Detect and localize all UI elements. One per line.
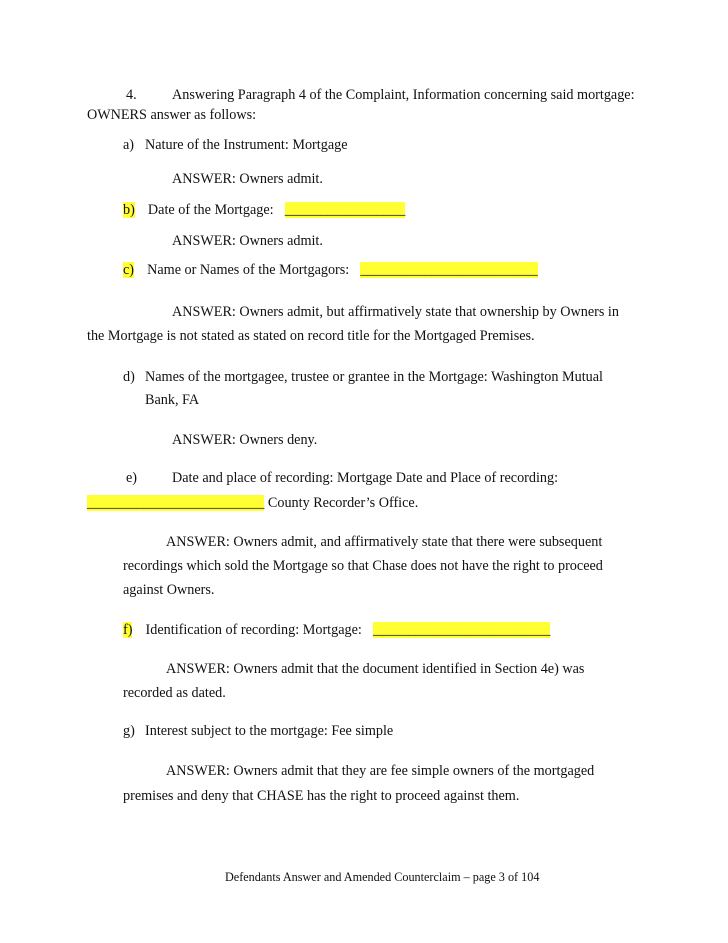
item-b-label: Date of the Mortgage:	[147, 202, 274, 218]
item-d-line2: Bank, FA	[145, 392, 200, 408]
item-e-line2-suffix: County Recorder’s Office.	[264, 495, 419, 511]
item-f-label: Identification of recording: Mortgage:	[145, 622, 362, 638]
item-b-marker: b)	[123, 202, 135, 218]
item-c-marker: c)	[123, 262, 135, 278]
item-f-marker: f)	[123, 622, 133, 638]
item-f-answer-line2: recorded as dated.	[123, 685, 226, 701]
item-e-blank[interactable]: _________________________	[87, 495, 265, 511]
item-c-blank[interactable]: _________________________	[360, 262, 538, 278]
item-e-marker: e)	[126, 470, 138, 486]
item-e-line1: Date and place of recording: Mortgage Date and Place of recording:	[172, 470, 559, 486]
item-g-marker: g)	[123, 723, 135, 739]
item-f-blank[interactable]: _________________________	[372, 622, 551, 638]
item-a-text: Nature of the Instrument: Mortgage	[145, 137, 348, 153]
item-c-answer-line2: the Mortgage is not stated as stated on record title for the Mortgaged Premises.	[87, 328, 535, 344]
item-c-label: Name or Names of the Mortgagors:	[147, 262, 350, 278]
item-a-answer: ANSWER: Owners admit.	[172, 171, 323, 187]
item-f-answer-line1: ANSWER: Owners admit that the document identified in Section 4e) was	[166, 661, 585, 677]
page-footer: Defendants Answer and Amended Counterclaim – page 3 of 104	[225, 870, 540, 884]
item-g-text: Interest subject to the mortgage: Fee simple	[145, 723, 394, 739]
paragraph-heading-line2: OWNERS answer as follows:	[87, 107, 257, 123]
paragraph-heading-line1: Answering Paragraph 4 of the Complaint, Information concerning said mortgage:	[172, 87, 635, 103]
item-c-answer-line1: ANSWER: Owners admit, but affirmatively state that ownership by Owners in	[172, 304, 619, 320]
item-e-answer-line1: ANSWER: Owners admit, and affirmatively state that there were subsequent	[166, 534, 603, 550]
item-b-answer: ANSWER: Owners admit.	[172, 233, 323, 249]
item-d-marker: d)	[123, 369, 135, 385]
item-e-line2	[87, 494, 418, 512]
item-g-answer-line1: ANSWER: Owners admit that they are fee simple owners of the mortgaged	[166, 763, 595, 779]
item-e-answer-line3: against Owners.	[123, 582, 215, 598]
item-d-line1: Names of the mortgagee, trustee or grantee in the Mortgage: Washington Mutual	[145, 369, 603, 385]
item-b-blank[interactable]: _________________	[284, 202, 406, 218]
item-f-row	[123, 621, 550, 639]
item-a-marker: a)	[123, 137, 135, 153]
item-c-row	[123, 261, 538, 279]
paragraph-number: 4.	[126, 87, 137, 103]
item-g-answer-line2: premises and deny that CHASE has the right to proceed against them.	[123, 788, 520, 804]
item-e-answer-line2: recordings which sold the Mortgage so that Chase does not have the right to proceed	[123, 558, 603, 574]
item-b-row	[123, 201, 405, 219]
item-d-answer: ANSWER: Owners deny.	[172, 432, 318, 448]
